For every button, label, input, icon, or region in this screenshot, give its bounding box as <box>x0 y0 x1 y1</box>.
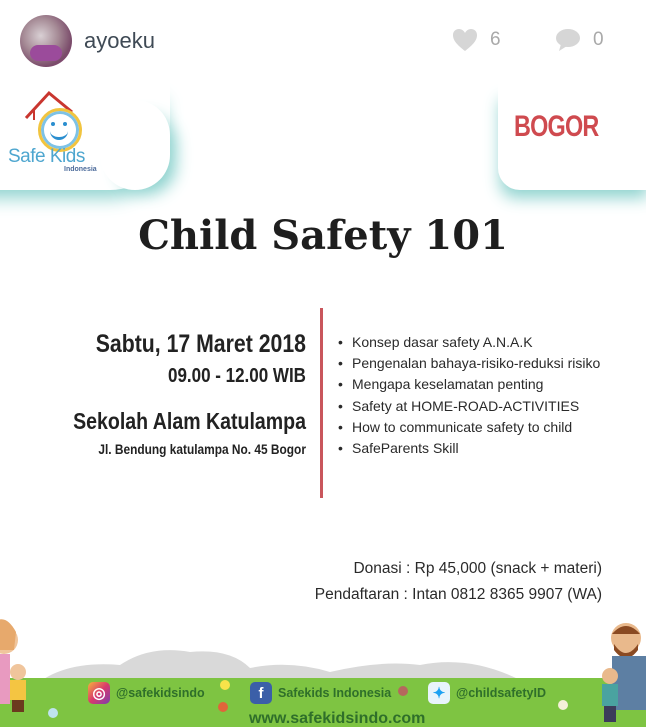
event-date: Sabtu, 17 Maret 2018 <box>95 330 306 358</box>
registration-info <box>315 556 602 608</box>
vertical-divider <box>320 308 323 498</box>
event-poster-image <box>0 80 646 727</box>
topics-list <box>338 332 600 459</box>
flower-decoration <box>220 680 230 690</box>
family-illustration-left <box>0 610 30 727</box>
website-url: www.safekidsindo.com <box>249 710 426 727</box>
event-time: 09.00 - 12.00 WIB <box>168 365 306 387</box>
event-venue: Sekolah Alam Katulampa <box>73 408 306 434</box>
facebook-handle: f Safekids Indonesia <box>250 682 391 704</box>
likes-count: 6 <box>490 29 501 50</box>
comment-bubble-icon <box>555 28 581 52</box>
donation-text: Donasi : Rp 45,000 (snack + materi) <box>353 560 602 577</box>
logo-text: Safe Kids <box>8 146 85 167</box>
username-link[interactable]: ayoeku <box>84 28 155 53</box>
twitter-icon: ✦ <box>428 682 450 704</box>
flower-decoration <box>558 700 568 710</box>
comments-count: 0 <box>593 29 604 50</box>
facebook-icon: f <box>250 682 272 704</box>
likes-button[interactable] <box>452 28 501 52</box>
heart-icon <box>452 28 478 52</box>
topic-item: • SafeParents Skill <box>338 438 600 459</box>
city-label: BOGOR <box>514 110 599 143</box>
event-details <box>32 330 306 457</box>
logo-subtitle: Indonesia <box>64 166 97 173</box>
registration-text: Pendaftaran : Intan 0812 8365 9907 (WA) <box>314 586 602 603</box>
topic-item: • Pengenalan bahaya-risiko-reduksi risiko <box>338 353 600 374</box>
topic-item: • Konsep dasar safety A.N.A.K <box>338 332 600 353</box>
twitter-handle: ✦ @childsafetyID <box>428 682 546 704</box>
comments-button[interactable] <box>555 28 604 52</box>
event-title: Child Safety 101 <box>138 212 508 259</box>
safekids-logo <box>6 86 116 178</box>
instagram-icon: ◎ <box>88 682 110 704</box>
flower-decoration <box>218 702 228 712</box>
flower-decoration <box>48 708 58 718</box>
topic-item: • Mengapa keselamatan penting <box>338 374 600 395</box>
topic-item: • Safety at HOME-ROAD-ACTIVITIES <box>338 396 600 417</box>
post-header <box>0 0 646 80</box>
avatar[interactable] <box>20 15 72 67</box>
event-address: Jl. Bendung katulampa No. 45 Bogor <box>98 441 307 457</box>
topic-item: • How to communicate safety to child <box>338 417 600 438</box>
family-illustration-right <box>596 610 646 727</box>
flower-decoration <box>398 686 408 696</box>
instagram-handle: ◎ @safekidsindo <box>88 682 205 704</box>
